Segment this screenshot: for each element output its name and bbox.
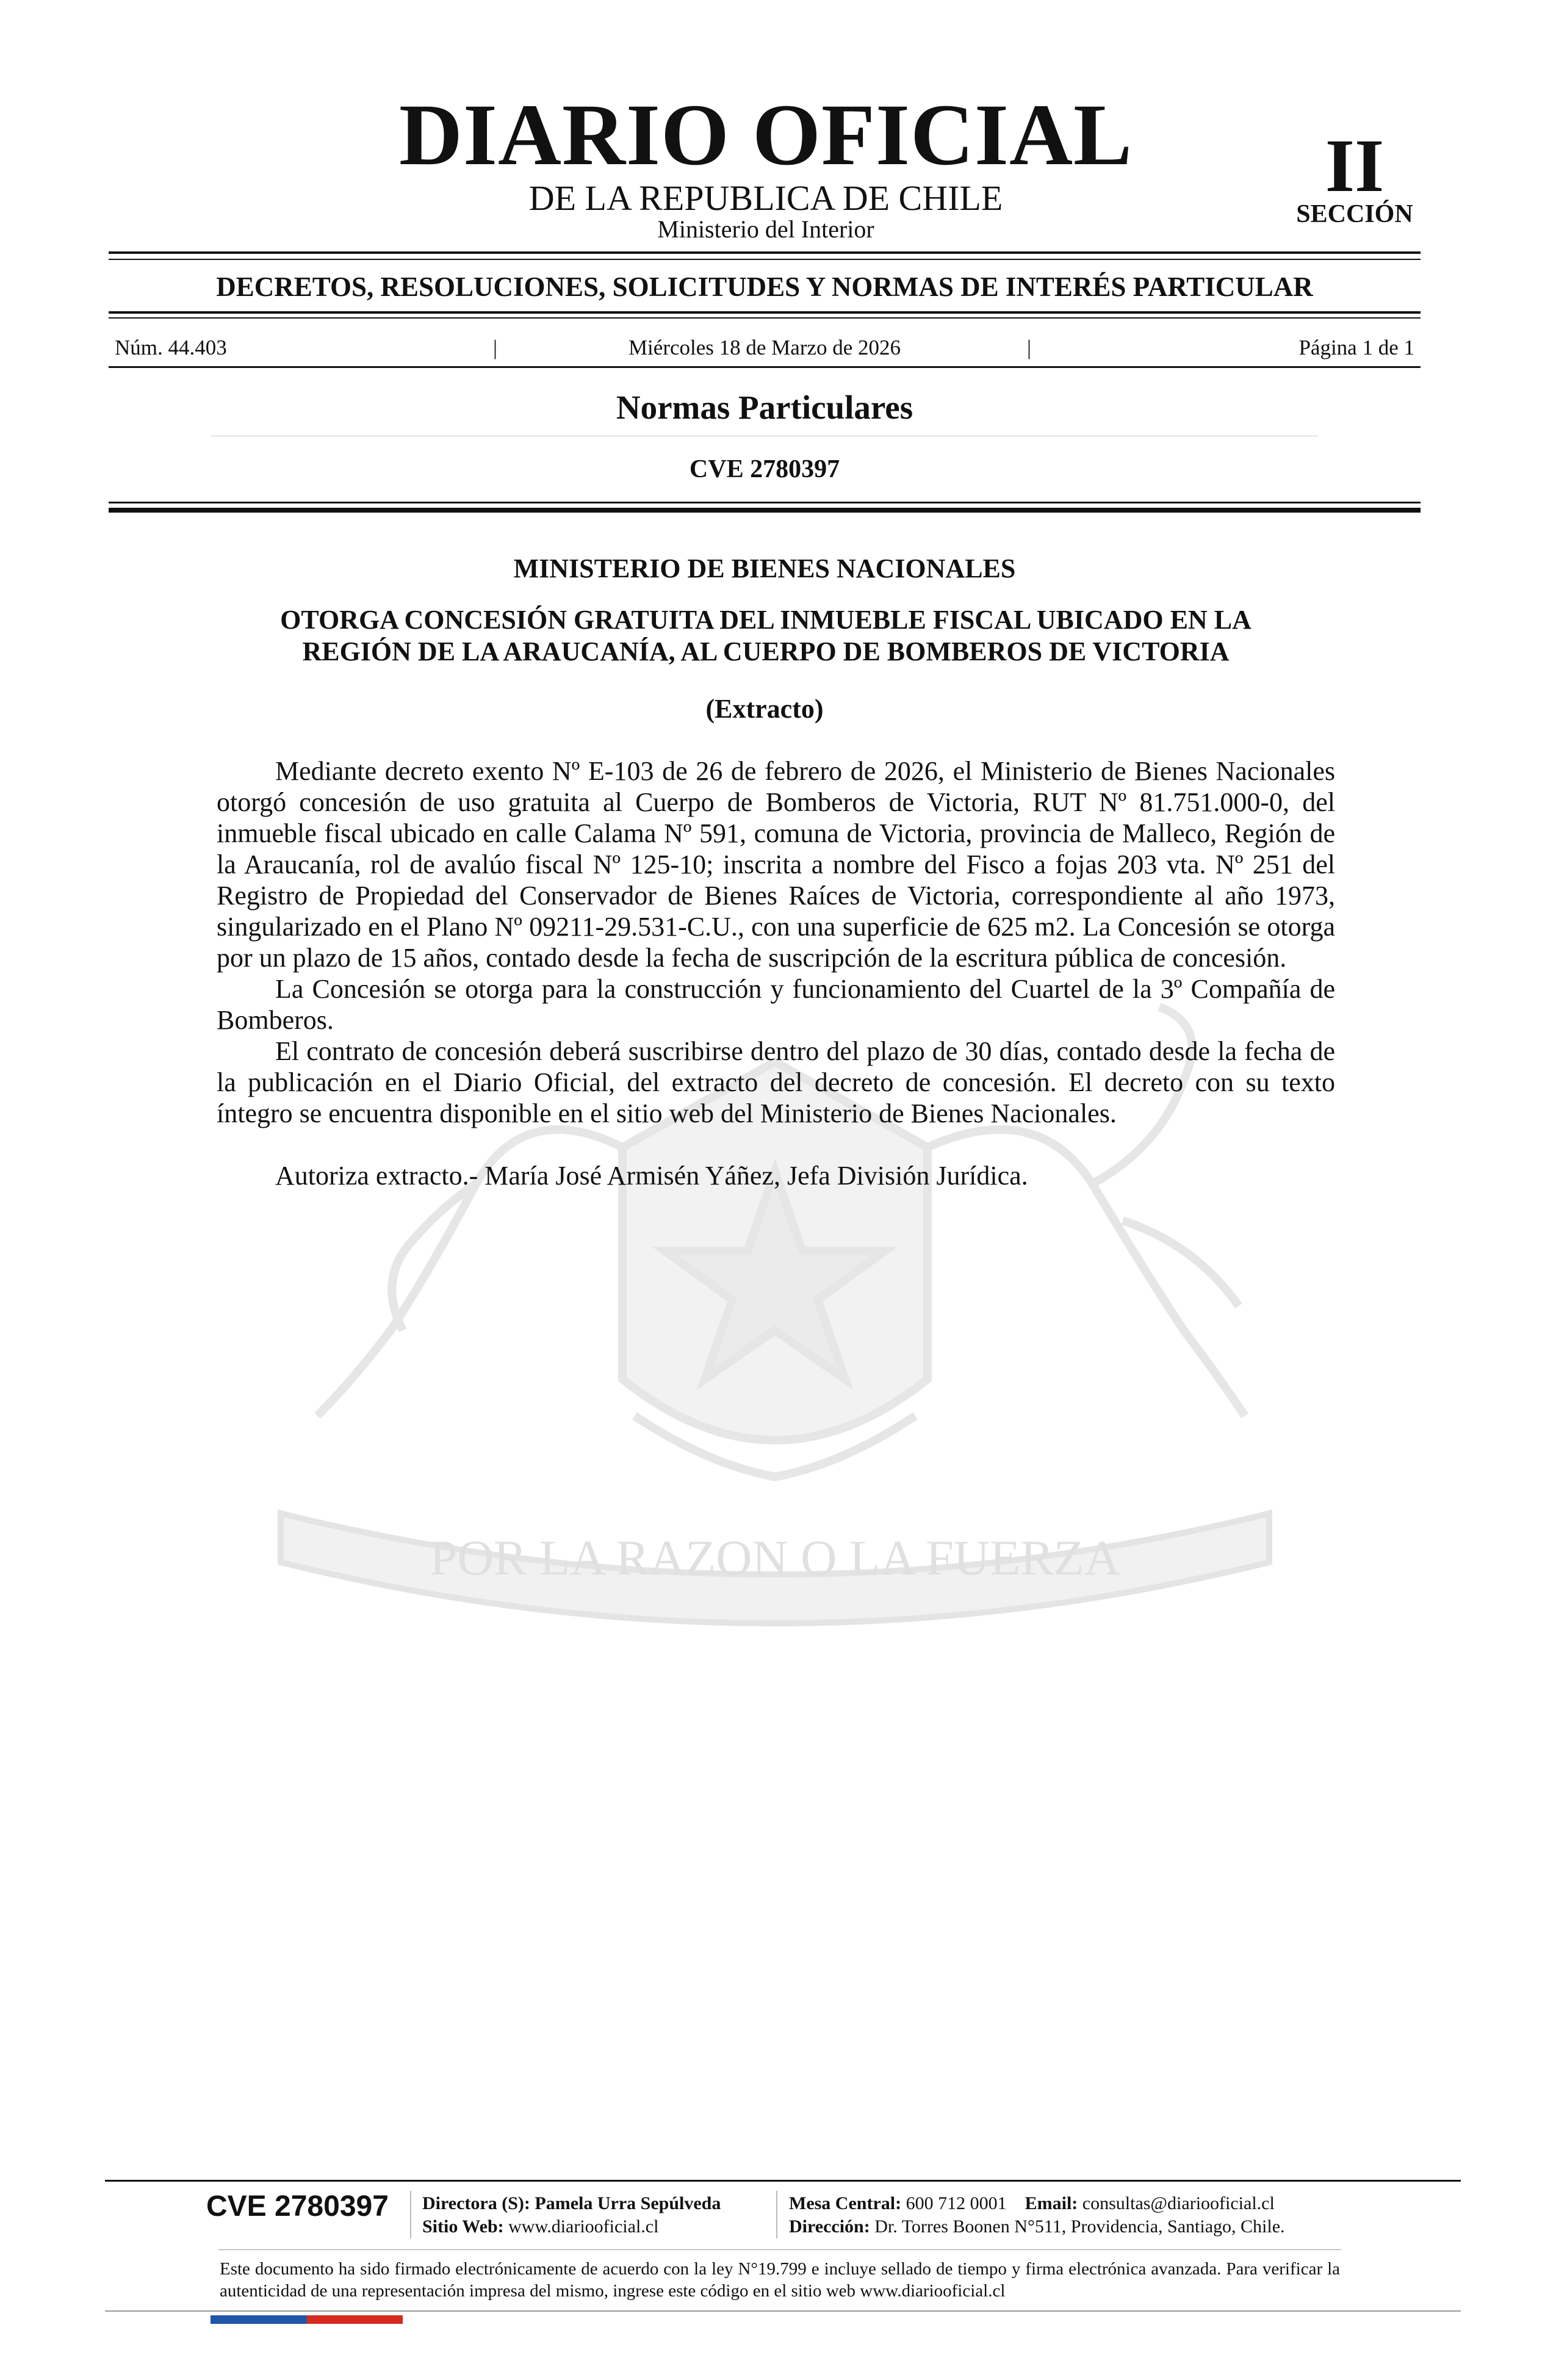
ministry-heading: MINISTERIO DE BIENES NACIONALES — [513, 554, 1016, 583]
watermark-motto: POR LA RAZON O LA FUERZA — [429, 1530, 1121, 1585]
flag-color-bar — [211, 2315, 403, 2324]
address-value: Dr. Torres Boonen N°511, Providencia, Santiago, Chile. — [874, 2216, 1285, 2237]
category-heading: DECRETOS, RESOLUCIONES, SOLICITUDES Y NORMAS DE INTERÉS PARTICULAR — [216, 272, 1313, 302]
masthead-ministry: Ministerio del Interior — [657, 215, 874, 243]
section-numeral: II — [1325, 124, 1385, 207]
signature-notice: Este documento ha sido firmado electrónicamente de acuerdo con la ley N°19.799 e incluye sellado de tiempo y firma electrónica avanzada. Para verificar la autenticidad de una representación impresa del mismo, ingrese este código en el sitio web www.diariooficial.cl — [220, 2259, 1340, 2301]
director-name: Pamela Urra Sepúlveda — [535, 2193, 721, 2213]
norms-title: Normas Particulares — [616, 389, 913, 426]
document-body — [217, 755, 1335, 1191]
body-paragraph: Mediante decreto exento Nº E-103 de 26 de febrero de 2026, el Ministerio de Bienes Nacionales otorgó concesión de uso gratuita al Cuerpo de Bomberos de Victoria, RUT Nº 81.751.000-0, del inmueble fiscal ubicado en calle Calama Nº 591, comuna de Victoria, provincia de Malleco, Región de la Araucanía, rol de avalúo fiscal Nº 125-10; inscrita a nombre del Fisco a fojas 203 vta. Nº 251 del Registro de Propiedad del Conservador de Bienes Raíces de Victoria, correspondiente al año 1973, singularizado en el Plano Nº 09211-29.531-C.U., con una superficie de 625 m2. La Concesión se otorga por un plazo de 15 años, contado desde la fecha de suscripción de la escritura pública de concesión. — [217, 756, 1335, 973]
masthead-title: DIARIO OFICIAL — [398, 87, 1133, 184]
issue-separator: | — [493, 336, 498, 359]
footer-cve-code: CVE 2780397 — [206, 2190, 389, 2223]
footer-divider — [218, 2249, 1341, 2250]
flag-blue-stripe — [211, 2315, 307, 2324]
divider — [109, 311, 1421, 314]
issue-date: Miércoles 18 de Marzo de 2026 — [628, 336, 901, 359]
footer-separator — [410, 2191, 411, 2238]
flag-red-stripe — [307, 2315, 403, 2324]
footer-separator — [776, 2191, 777, 2238]
divider — [109, 508, 1421, 513]
page-indicator: Página 1 de 1 — [1298, 336, 1414, 359]
issue-info-row — [109, 334, 1421, 361]
director-label: Directora (S): — [422, 2193, 530, 2213]
divider — [109, 366, 1421, 368]
phone-value: 600 712 0001 — [906, 2193, 1007, 2213]
decree-title: OTORGA CONCESIÓN GRATUITA DEL INMUEBLE FISCAL UBICADO EN LA REGIÓN DE LA ARAUCANÍA, AL CUERPO DE BOMBEROS DE VICTORIA — [280, 605, 1252, 666]
divider — [109, 251, 1421, 254]
body-paragraph: El contrato de concesión deberá suscribirse dentro del plazo de 30 días, contado desde la fecha de la publicación en el Diario Oficial, del extracto del decreto de concesión. El decreto con su texto íntegro se encuentra disponible en el sitio web del Ministerio de Bienes Nacionales. — [217, 1036, 1335, 1128]
email-link[interactable]: consultas@diariooficial.cl — [1082, 2193, 1275, 2213]
cve-code: CVE 2780397 — [689, 455, 840, 483]
section-label: SECCIÓN — [1296, 200, 1413, 228]
body-paragraph: La Concesión se otorga para la construcción y funcionamiento del Cuartel de la 3º Compañía de Bomberos. — [217, 974, 1335, 1035]
footer-divider — [105, 2180, 1461, 2182]
footer-contact-left — [422, 2192, 721, 2238]
divider — [109, 502, 1421, 503]
signature-line: Autoriza extracto.- María José Armisén Yáñez, Jefa División Jurídica. — [275, 1161, 1028, 1191]
email-label: Email: — [1025, 2193, 1078, 2213]
phone-label: Mesa Central: — [789, 2193, 902, 2213]
divider — [109, 317, 1421, 319]
address-label: Dirección: — [789, 2216, 870, 2237]
masthead-subtitle: DE LA REPUBLICA DE CHILE — [528, 178, 1003, 218]
issue-separator: | — [1027, 336, 1032, 359]
website-link[interactable]: www.diariooficial.cl — [508, 2216, 659, 2237]
footer-contact-right — [789, 2192, 1285, 2238]
divider — [109, 259, 1421, 260]
website-label: Sitio Web: — [422, 2216, 504, 2237]
issue-number: Núm. 44.403 — [115, 336, 227, 359]
extract-label: (Extracto) — [705, 694, 824, 724]
footer-divider — [105, 2310, 1461, 2312]
